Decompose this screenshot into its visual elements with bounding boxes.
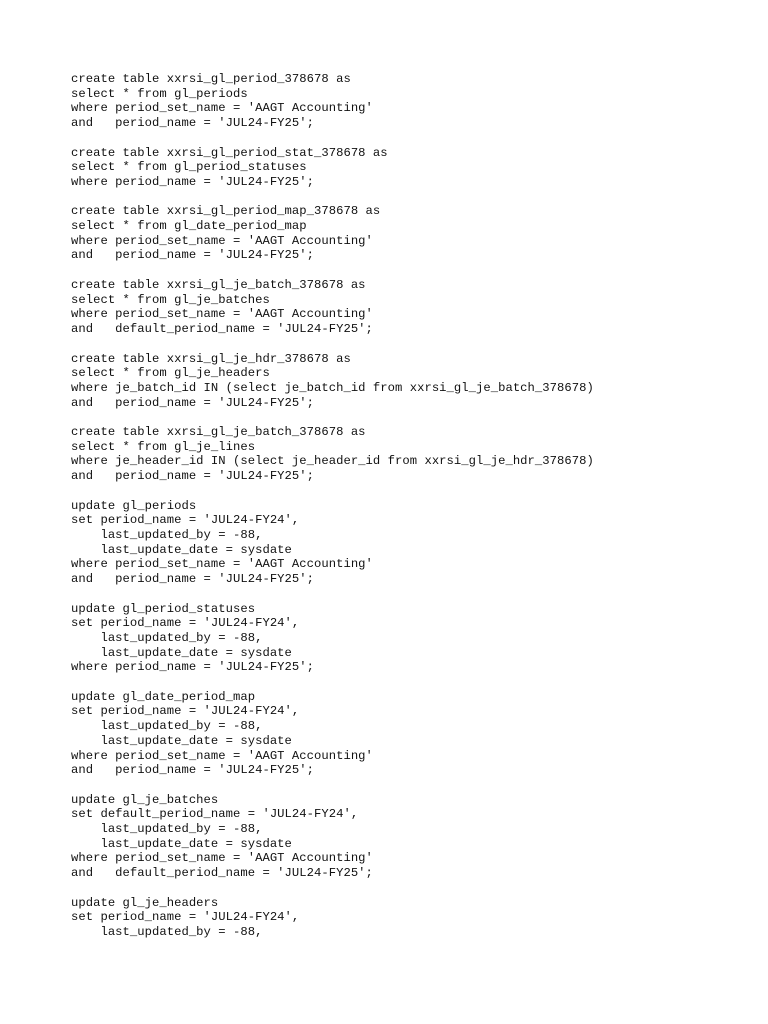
code-line: last_update_date = sysdate <box>71 645 292 660</box>
code-line: where period_name = 'JUL24-FY25'; <box>71 660 315 675</box>
statement-block <box>71 499 751 587</box>
code-line: and period_name = 'JUL24-FY25'; <box>71 395 315 410</box>
code-line: and period_name = 'JUL24-FY25'; <box>71 248 315 263</box>
code-line: update gl_date_period_map <box>71 689 256 704</box>
code-line: update gl_je_batches <box>71 792 219 807</box>
code-line: and period_name = 'JUL24-FY25'; <box>71 763 315 778</box>
code-line: last_updated_by = -88, <box>71 822 263 837</box>
code-line: create table xxrsi_gl_period_378678 as <box>71 72 351 86</box>
code-line: where period_set_name = 'AAGT Accounting' <box>71 307 373 322</box>
statement-block <box>71 602 751 675</box>
code-line: and period_name = 'JUL24-FY25'; <box>71 116 315 131</box>
code-line: create table xxrsi_gl_period_stat_378678 as <box>71 145 388 160</box>
code-line: where je_batch_id IN (select je_batch_id from xxrsi_gl_je_batch_378678) <box>71 380 594 395</box>
code-line: update gl_periods <box>71 498 197 513</box>
code-line: where period_set_name = 'AAGT Accounting' <box>71 101 373 116</box>
code-line: create table xxrsi_gl_je_batch_378678 as <box>71 277 366 292</box>
code-line: update gl_je_headers <box>71 895 219 910</box>
code-line: select * from gl_period_statuses <box>71 160 307 175</box>
code-line: where period_set_name = 'AAGT Accounting' <box>71 748 373 763</box>
code-line: last_update_date = sysdate <box>71 836 292 851</box>
statement-block <box>71 204 751 263</box>
code-line: set period_name = 'JUL24-FY24', <box>71 616 300 631</box>
code-line: where period_set_name = 'AAGT Accounting' <box>71 233 373 248</box>
code-line: last_update_date = sysdate <box>71 542 292 557</box>
code-line: and period_name = 'JUL24-FY25'; <box>71 572 315 587</box>
code-line: set period_name = 'JUL24-FY24', <box>71 704 300 719</box>
statement-block <box>71 896 751 940</box>
code-line: where period_set_name = 'AAGT Accounting' <box>71 851 373 866</box>
code-line: where je_header_id IN (select je_header_id from xxrsi_gl_je_hdr_378678) <box>71 454 594 469</box>
code-line: create table xxrsi_gl_period_map_378678 as <box>71 204 381 219</box>
sql-document <box>71 72 751 954</box>
code-line: select * from gl_je_batches <box>71 292 270 307</box>
statement-block <box>71 72 751 131</box>
statement-block <box>71 146 751 190</box>
code-line: select * from gl_date_period_map <box>71 219 307 234</box>
code-line: last_update_date = sysdate <box>71 733 292 748</box>
code-line: last_updated_by = -88, <box>71 527 263 542</box>
code-line: create table xxrsi_gl_je_hdr_378678 as <box>71 351 351 366</box>
statement-block <box>71 425 751 484</box>
code-line: set period_name = 'JUL24-FY24', <box>71 513 300 528</box>
code-line: select * from gl_periods <box>71 86 248 101</box>
statement-block <box>71 278 751 337</box>
statement-block <box>71 793 751 881</box>
code-line: set period_name = 'JUL24-FY24', <box>71 910 300 925</box>
code-line: where period_name = 'JUL24-FY25'; <box>71 174 315 189</box>
code-line: and period_name = 'JUL24-FY25'; <box>71 469 315 484</box>
code-line: last_updated_by = -88, <box>71 924 263 939</box>
code-line: update gl_period_statuses <box>71 601 256 616</box>
code-line: and default_period_name = 'JUL24-FY25'; <box>71 866 373 881</box>
code-line: select * from gl_je_lines <box>71 439 256 454</box>
statement-block <box>71 352 751 411</box>
code-line: create table xxrsi_gl_je_batch_378678 as <box>71 425 366 440</box>
code-line: where period_set_name = 'AAGT Accounting' <box>71 557 373 572</box>
code-line: last_updated_by = -88, <box>71 630 263 645</box>
code-line: and default_period_name = 'JUL24-FY25'; <box>71 322 373 337</box>
code-line: last_updated_by = -88, <box>71 719 263 734</box>
code-line: set default_period_name = 'JUL24-FY24', <box>71 807 359 822</box>
statement-block <box>71 690 751 778</box>
code-line: select * from gl_je_headers <box>71 366 270 381</box>
